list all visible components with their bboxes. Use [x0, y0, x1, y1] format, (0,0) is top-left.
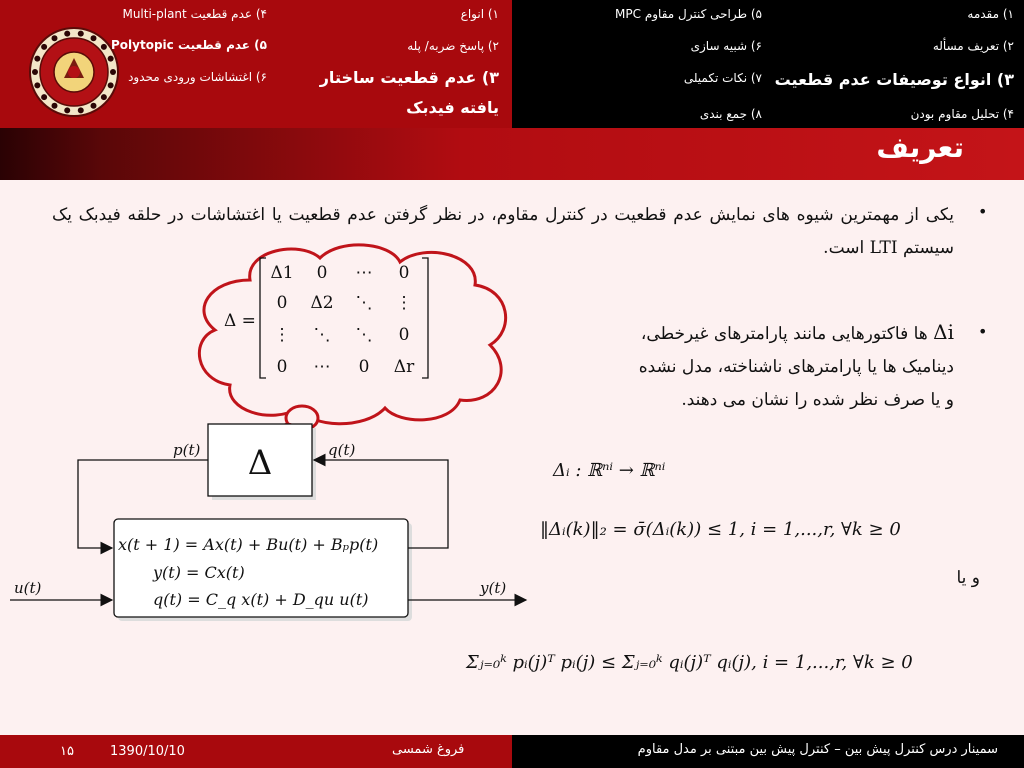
delta-i-symbol: Δi	[933, 320, 954, 344]
header	[0, 0, 1024, 128]
nav-item-uncertainty-types[interactable]: ۳) انواع توصیفات عدم قطعیت	[774, 70, 1014, 89]
matrix-cell: ⋮	[395, 293, 413, 313]
bullet-text-2	[540, 316, 954, 417]
nav-item-problem[interactable]: ۲) تعریف مسأله	[932, 39, 1014, 53]
nav-item-intro[interactable]: ۱) مقدمه	[967, 7, 1014, 21]
subnav-item-structured-uncertainty-cont[interactable]: یافته فیدبک	[406, 98, 499, 117]
subnav-item-step-response[interactable]: ۲) پاسخ ضربه/ پله	[407, 39, 499, 53]
feedback-block-diagram	[8, 422, 538, 622]
matrix-lhs: Δ =	[224, 311, 256, 331]
page-number: ۱۵	[60, 744, 74, 759]
bullet-text-1: یکی از مهمترین شیوه های نمایش عدم قطعیت در کنترل مقاوم، در نظر گرفتن عدم قطعیت یا اغتشاشات در حلقه فیدبک یک سیستم LTI است.	[52, 205, 954, 258]
slide-title: تعریف	[876, 131, 964, 164]
nav-item-simulation[interactable]: ۶) شبیه سازی	[690, 39, 762, 53]
nav-item-mpc-design[interactable]: ۵) طراحی کنترل مقاوم MPC	[615, 7, 762, 21]
nav-item-notes[interactable]: ۷) نکات تکمیلی	[683, 71, 762, 85]
map-equation: Δᵢ : ℝⁿⁱ → ℝⁿⁱ	[553, 460, 666, 481]
subnav-item-bounded-disturbance[interactable]: ۶) اغتشاشات ورودی محدود	[128, 70, 267, 84]
u-signal-label: u(t)	[14, 579, 42, 597]
nav-item-summary[interactable]: ۸) جمع بندی	[699, 107, 762, 121]
subnav-item-structured-uncertainty[interactable]: ۳) عدم قطعیت ساختار	[319, 68, 499, 87]
matrix-cell: ⋮	[273, 325, 291, 345]
title-band	[0, 128, 1024, 180]
state-equation: x(t + 1) = Ax(t) + Bu(t) + Bₚp(t)	[118, 535, 379, 554]
matrix-cell: 0	[398, 325, 410, 345]
energy-bound-equation: Σⱼ₌₀ᵏ pᵢ(j)ᵀ pᵢ(j) ≤ Σⱼ₌₀ᵏ qᵢ(j)ᵀ qᵢ(j), i = 1,...,r, ∀k ≥ 0	[466, 652, 913, 673]
output-equation: y(t) = Cx(t)	[153, 563, 245, 582]
matrix-cell: Δ2	[310, 293, 334, 313]
performance-equation: q(t) = C_q x(t) + D_qu u(t)	[153, 590, 369, 609]
author-name: فروغ شمسی	[392, 742, 465, 757]
subnav-item-multiplant[interactable]: ۴) عدم قطعیت Multi-plant	[122, 7, 267, 21]
matrix-cell: 0	[358, 357, 370, 377]
nav-item-robustness[interactable]: ۴) تحلیل مقاوم بودن	[910, 107, 1014, 121]
matrix-cell: 0	[316, 263, 328, 283]
seminar-title: سمینار درس کنترل پیش بین – کنترل پیش بین مبتنی بر مدل مقاوم	[637, 742, 998, 757]
p-signal-label: p(t)	[173, 441, 201, 459]
matrix-cell: ⋯	[313, 357, 331, 377]
bullet-marker: •	[978, 322, 988, 341]
footer	[0, 735, 1024, 768]
matrix-cell: ⋱	[355, 325, 373, 345]
bullet-2-line-1: ها فاکتورهایی مانند پارامترهای غیرخطی،	[640, 324, 928, 344]
subnav-item-polytopic[interactable]: ۵) عدم قطعیت Polytopic	[111, 38, 267, 52]
bullet-2-line-2: دینامیک ها یا پارامترهای ناشناخته، مدل نشده	[638, 357, 954, 377]
matrix-cell: Δr	[393, 357, 415, 377]
matrix-cell: 0	[276, 293, 288, 313]
bullet-2-line-3: و یا صرف نظر شده را نشان می دهند.	[681, 390, 954, 410]
thought-cloud	[190, 240, 520, 445]
delta-block-label: Δ	[247, 443, 273, 483]
date: 1390/10/10	[110, 744, 185, 759]
matrix-cell: 0	[398, 263, 410, 283]
y-signal-label: y(t)	[480, 579, 507, 597]
matrix-cell: ⋯	[355, 263, 373, 283]
norm-bound-equation: ‖Δᵢ(k)‖₂ = σ̄(Δᵢ(k)) ≤ 1, i = 1,...,r, ∀k ≥ 0	[540, 519, 901, 540]
matrix-cell: ⋱	[313, 325, 331, 345]
university-logo	[28, 26, 120, 118]
bullet-marker: •	[978, 202, 988, 221]
q-signal-label: q(t)	[328, 441, 356, 459]
matrix-cell: Δ1	[270, 263, 294, 283]
subnav-item-types[interactable]: ۱) انواع	[460, 7, 499, 21]
matrix-cell: ⋱	[355, 293, 373, 313]
or-text: و یا	[956, 568, 980, 588]
matrix-cell: 0	[276, 357, 288, 377]
